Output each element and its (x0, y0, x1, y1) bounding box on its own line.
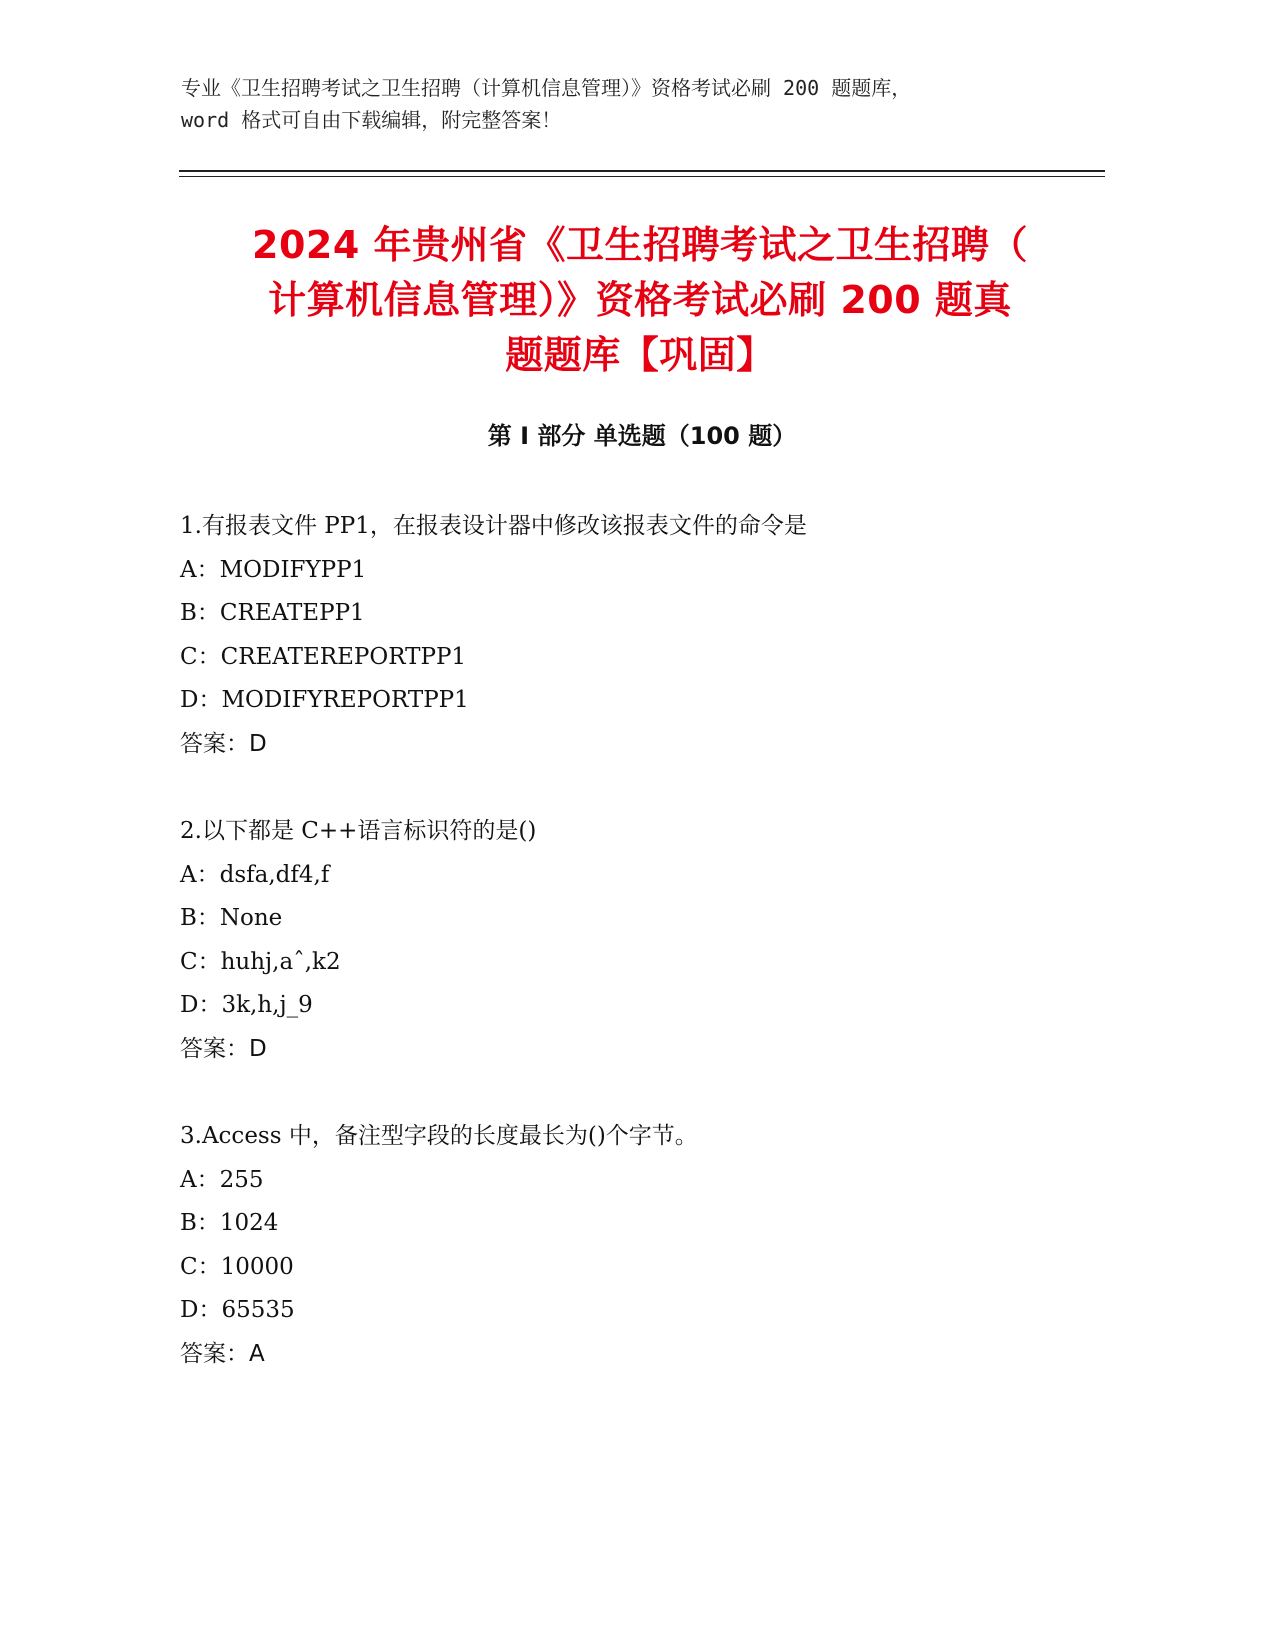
header-note-line-1: 专业《卫生招聘考试之卫生招聘（计算机信息管理）》资格考试必刷 200 题题库， (181, 76, 912, 100)
option-b: B：1024 (180, 1210, 279, 1236)
question-1 (180, 505, 1106, 766)
section-heading: 第 I 部分 单选题（100 题） (487, 422, 797, 450)
option-b: B：None (180, 905, 283, 931)
question-list (180, 505, 1106, 1420)
document-title-line-3: 题题库【巩固】 (505, 333, 775, 377)
header-divider-thick (179, 170, 1105, 172)
header-note-line-2: word 格式可自由下载编辑，附完整答案！ (181, 108, 562, 132)
answer-line: 答案：A (180, 1340, 265, 1367)
header-note (181, 72, 1081, 136)
option-c: C：CREATEREPORTPP1 (180, 643, 467, 670)
question-stem: 1.有报表文件 PP1，在报表设计器中修改该报表文件的命令是 (180, 513, 807, 539)
option-a: A：MODIFYPP1 (180, 556, 367, 583)
question-2 (180, 810, 1106, 1071)
answer-line: 答案：D (180, 1035, 267, 1062)
question-stem: 2.以下都是 C++语言标识符的是() (180, 818, 537, 844)
question-3 (180, 1115, 1106, 1376)
header-divider-thin (179, 176, 1105, 177)
question-stem: 3.Access 中，备注型字段的长度最长为()个字节。 (180, 1123, 698, 1149)
option-c: C：huhj,aˆ,k2 (180, 948, 341, 975)
option-d: D：65535 (180, 1297, 295, 1323)
answer-line: 答案：D (180, 730, 267, 757)
document-title-line-1: 2024 年贵州省《卫生招聘考试之卫生招聘（ (252, 223, 1028, 267)
option-d: D：MODIFYREPORTPP1 (180, 687, 469, 713)
option-d: D：3k,h,j_9 (180, 992, 313, 1018)
option-c: C：10000 (180, 1253, 294, 1280)
option-b: B：CREATEPP1 (180, 600, 365, 626)
document-title (160, 218, 1120, 383)
option-a: A：dsfa,df4,f (180, 861, 330, 888)
document-title-line-2: 计算机信息管理）》资格考试必刷 200 题真 (268, 278, 1012, 322)
option-a: A：255 (180, 1166, 264, 1193)
